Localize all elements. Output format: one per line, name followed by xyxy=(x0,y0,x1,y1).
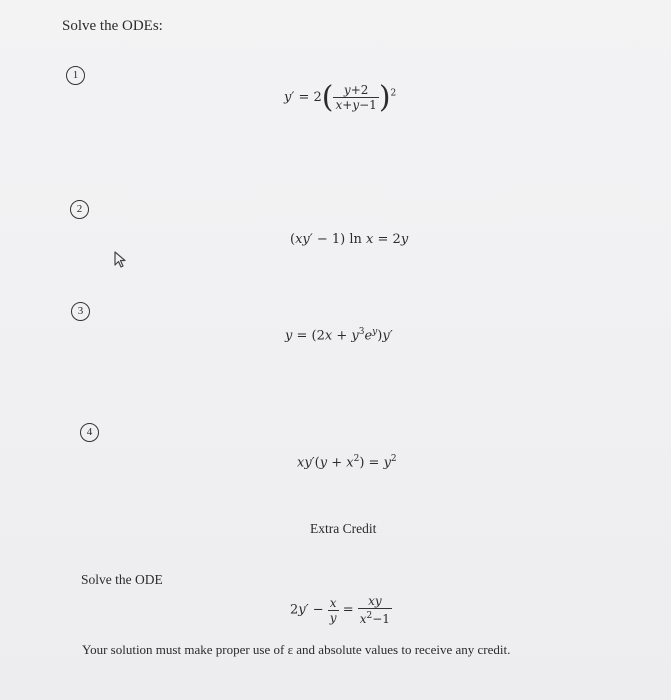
equation-3: $y = (2x + y^3e^y)y'$ xyxy=(285,327,393,344)
problem-number-3: 3 xyxy=(71,302,90,321)
problem-number-4: 4 xyxy=(80,423,99,442)
problem-number-1: 1 xyxy=(66,66,85,85)
extra-credit-label: Solve the ODE xyxy=(81,572,163,587)
extra-credit-title: Extra Credit xyxy=(310,521,377,536)
footer-note: Your solution must make proper use of ε and absolute values to receive any credit. xyxy=(82,642,511,657)
mouse-cursor-icon xyxy=(113,250,129,270)
extra-credit-equation: 2y′ − $\frac{x}{y}$ = $\frac{xy}{x^2-1}$ xyxy=(290,594,390,626)
problem-number-2: 2 xyxy=(70,200,89,219)
page-heading: Solve the ODEs: xyxy=(62,18,163,34)
equation-1: y′ = 2( $\frac{y+2}{x+y-1}$ )$^2$ xyxy=(284,80,397,115)
equation-4: $xy'(y + x^2) = y^2$ xyxy=(297,454,397,471)
equation-2: (xy′ − 1) ln x = 2y xyxy=(290,232,409,247)
